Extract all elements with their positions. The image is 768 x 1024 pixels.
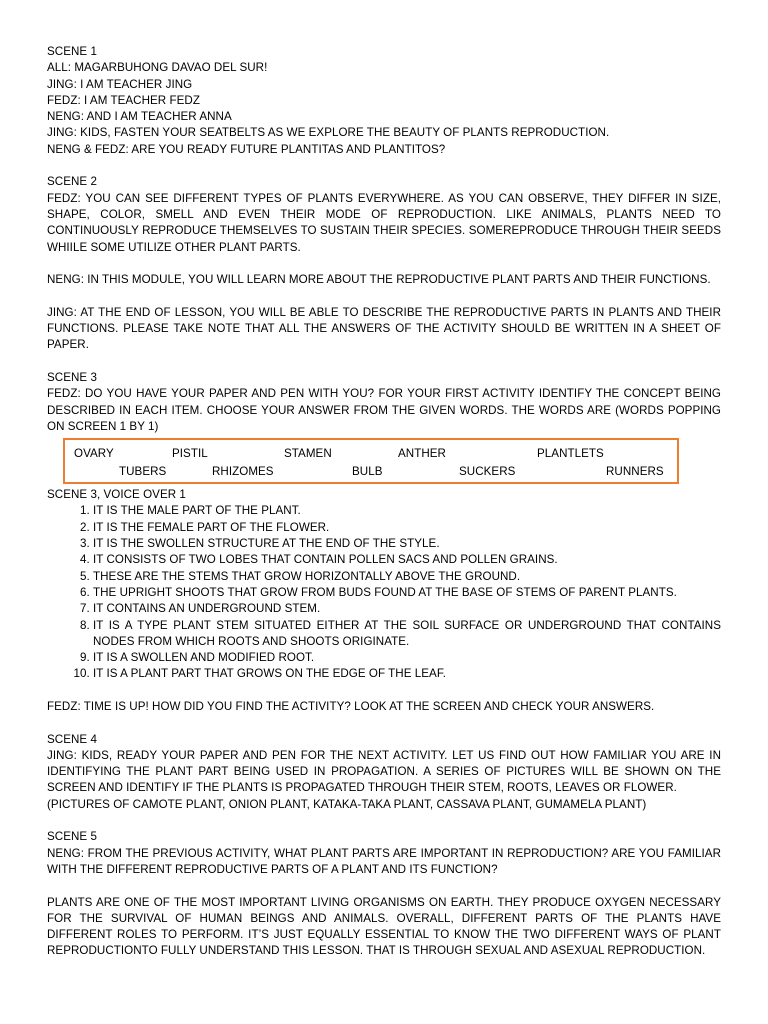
voiceover-heading: SCENE 3, VOICE OVER 1	[47, 488, 186, 502]
list-item: 1. IT IS THE MALE PART OF THE PLANT.	[93, 503, 721, 519]
word-bank-word: TUBERS	[119, 465, 167, 479]
list-item: 2. IT IS THE FEMALE PART OF THE FLOWER.	[93, 520, 721, 536]
scene2-paragraph: FEDZ: YOU CAN SEE DIFFERENT TYPES OF PLANTS EVERYWHERE. AS YOU CAN OBSERVE, THEY DIFFER IN SIZE, SHAPE, COLOR, SMELL AND EVEN THEIR MODE OF REPRODUCTION. LIKE ANIMALS, PLANTS NEED TO CONTINUOUSLY REPRODUCE THEMSELVES TO SUSTAIN THEIR SPECIES. SOMEREPRODUCE THROUGH THEIR SEEDS WHIILE SOME UTILIZE OTHER PLANT PARTS.	[47, 191, 721, 254]
scene4-heading: SCENE 4	[47, 732, 97, 746]
word-bank-word: PLANTLETS	[537, 447, 604, 461]
word-bank-word: RUNNERS	[606, 465, 664, 479]
word-bank-word: OVARY	[74, 447, 114, 461]
list-item: 5. THESE ARE THE STEMS THAT GROW HORIZONTALLY ABOVE THE GROUND.	[93, 569, 721, 585]
scene3-paragraph: FEDZ: DO YOU HAVE YOUR PAPER AND PEN WITH YOU? FOR YOUR FIRST ACTIVITY IDENTIFY THE CONCEPT BEING DESCRIBED IN EACH ITEM. CHOOSE YOUR ANSWER FROM THE GIVEN WORDS. THE WORDS ARE (WORDS POPPING ON SCREEN 1 BY 1)	[47, 387, 721, 433]
word-bank-word: PISTIL	[172, 447, 208, 461]
list-item: 7. IT CONTAINS AN UNDERGROUND STEM.	[93, 601, 721, 617]
scene1-line: NENG: AND I AM TEACHER ANNA	[47, 110, 232, 124]
scene2-heading: SCENE 2	[47, 175, 97, 189]
word-bank-word: STAMEN	[284, 447, 332, 461]
scene1-line: ALL: MAGARBUHONG DAVAO DEL SUR!	[47, 61, 268, 75]
word-bank-word: BULB	[352, 465, 383, 479]
list-item: 10. IT IS A PLANT PART THAT GROWS ON THE EDGE OF THE LEAF.	[93, 666, 721, 682]
scene2-paragraph: JING: AT THE END OF LESSON, YOU WILL BE ABLE TO DESCRIBE THE REPRODUCTIVE PARTS IN PLANTS AND THEIR FUNCTIONS. PLEASE TAKE NOTE THAT ALL THE ANSWERS OF THE ACTIVITY SHOULD BE WRITTEN IN A SHEET OF PAPER.	[47, 305, 721, 352]
list-item: 4. IT CONSISTS OF TWO LOBES THAT CONTAIN POLLEN SACS AND POLLEN GRAINS.	[93, 552, 721, 568]
list-item: 6. THE UPRIGHT SHOOTS THAT GROW FROM BUDS FOUND AT THE BASE OF STEMS OF PARENT PLANTS.	[93, 585, 721, 601]
list-item: 3. IT IS THE SWOLLEN STRUCTURE AT THE END OF THE STYLE.	[93, 536, 721, 552]
scene5-paragraph: PLANTS ARE ONE OF THE MOST IMPORTANT LIVING ORGANISMS ON EARTH. THEY PRODUCE OXYGEN NECESSARY FOR THE SURVIVAL OF HUMAN BEINGS AND ANIMALS. OVERALL, DIFFERENT PARTS OF THE PLANTS HAVE DIFFERENT ROLES TO PERFORM. IT’S JUST EQUALLY ESSENTIAL TO KNOW THE TWO DIFFERENT WAYS OF PLANT REPRODUCTIONTO FULLY UNDERSTAND THIS LESSON. THAT IS THROUGH SEXUAL AND ASEXUAL REPRODUCTION.	[47, 895, 721, 958]
scene5-heading: SCENE 5	[47, 830, 97, 844]
scene5-paragraph: NENG: FROM THE PREVIOUS ACTIVITY, WHAT PLANT PARTS ARE IMPORTANT IN REPRODUCTION? ARE YOU FAMILIAR WITH THE DIFFERENT REPRODUCTIVE PARTS OF A PLANT AND ITS FUNCTION?	[47, 846, 721, 876]
scene1-line: FEDZ: I AM TEACHER FEDZ	[47, 93, 200, 107]
word-bank-word: ANTHER	[398, 447, 446, 461]
scene4-paragraph: JING: KIDS, READY YOUR PAPER AND PEN FOR THE NEXT ACTIVITY. LET US FIND OUT HOW FAMILIAR YOU ARE IN IDENTIFYING THE PLANT PART BEING USED IN PROPAGATION. A SERIES OF PICTURES WILL BE SHOWN ON THE SCREEN AND IDENTIFY IF THE PLANTS IS PROPAGATED THROUGH THEIR STEM, ROOTS, LEAVES OR FLOWER.	[47, 748, 721, 795]
word-bank-word: SUCKERS	[459, 465, 516, 479]
scene2-paragraph: NENG: IN THIS MODULE, YOU WILL LEARN MORE ABOUT THE REPRODUCTIVE PLANT PARTS AND THEIR FUNCTIONS.	[47, 273, 711, 287]
list-item: 8. IT IS A TYPE PLANT STEM SITUATED EITHER AT THE SOIL SURFACE OR UNDERGROUND THAT CONTAINS NODES FROM WHICH ROOTS AND SHOOTS ORIGINATE.	[93, 618, 721, 651]
scene1-line: JING: I AM TEACHER JING	[47, 77, 193, 91]
list-item: 9. IT IS A SWOLLEN AND MODIFIED ROOT.	[93, 650, 721, 666]
activity-item-list	[47, 503, 721, 682]
scene1-heading: SCENE 1	[47, 45, 97, 58]
scene1-line: JING: KIDS, FASTEN YOUR SEATBELTS AS WE EXPLORE THE BEAUTY OF PLANTS REPRODUCTION.	[47, 126, 610, 140]
word-bank-box	[63, 438, 679, 484]
scene1-line: NENG & FEDZ: ARE YOU READY FUTURE PLANTITAS AND PLANTITOS?	[47, 142, 446, 156]
scene4-paragraph: (PICTURES OF CAMOTE PLANT, ONION PLANT, KATAKA-TAKA PLANT, CASSAVA PLANT, GUMAMELA PLANT)	[47, 797, 647, 811]
word-bank-word: RHIZOMES	[212, 465, 274, 479]
scene3-heading: SCENE 3	[47, 370, 97, 384]
voiceover-closing: FEDZ: TIME IS UP! HOW DID YOU FIND THE ACTIVITY? LOOK AT THE SCREEN AND CHECK YOUR ANSWERS.	[47, 699, 655, 713]
